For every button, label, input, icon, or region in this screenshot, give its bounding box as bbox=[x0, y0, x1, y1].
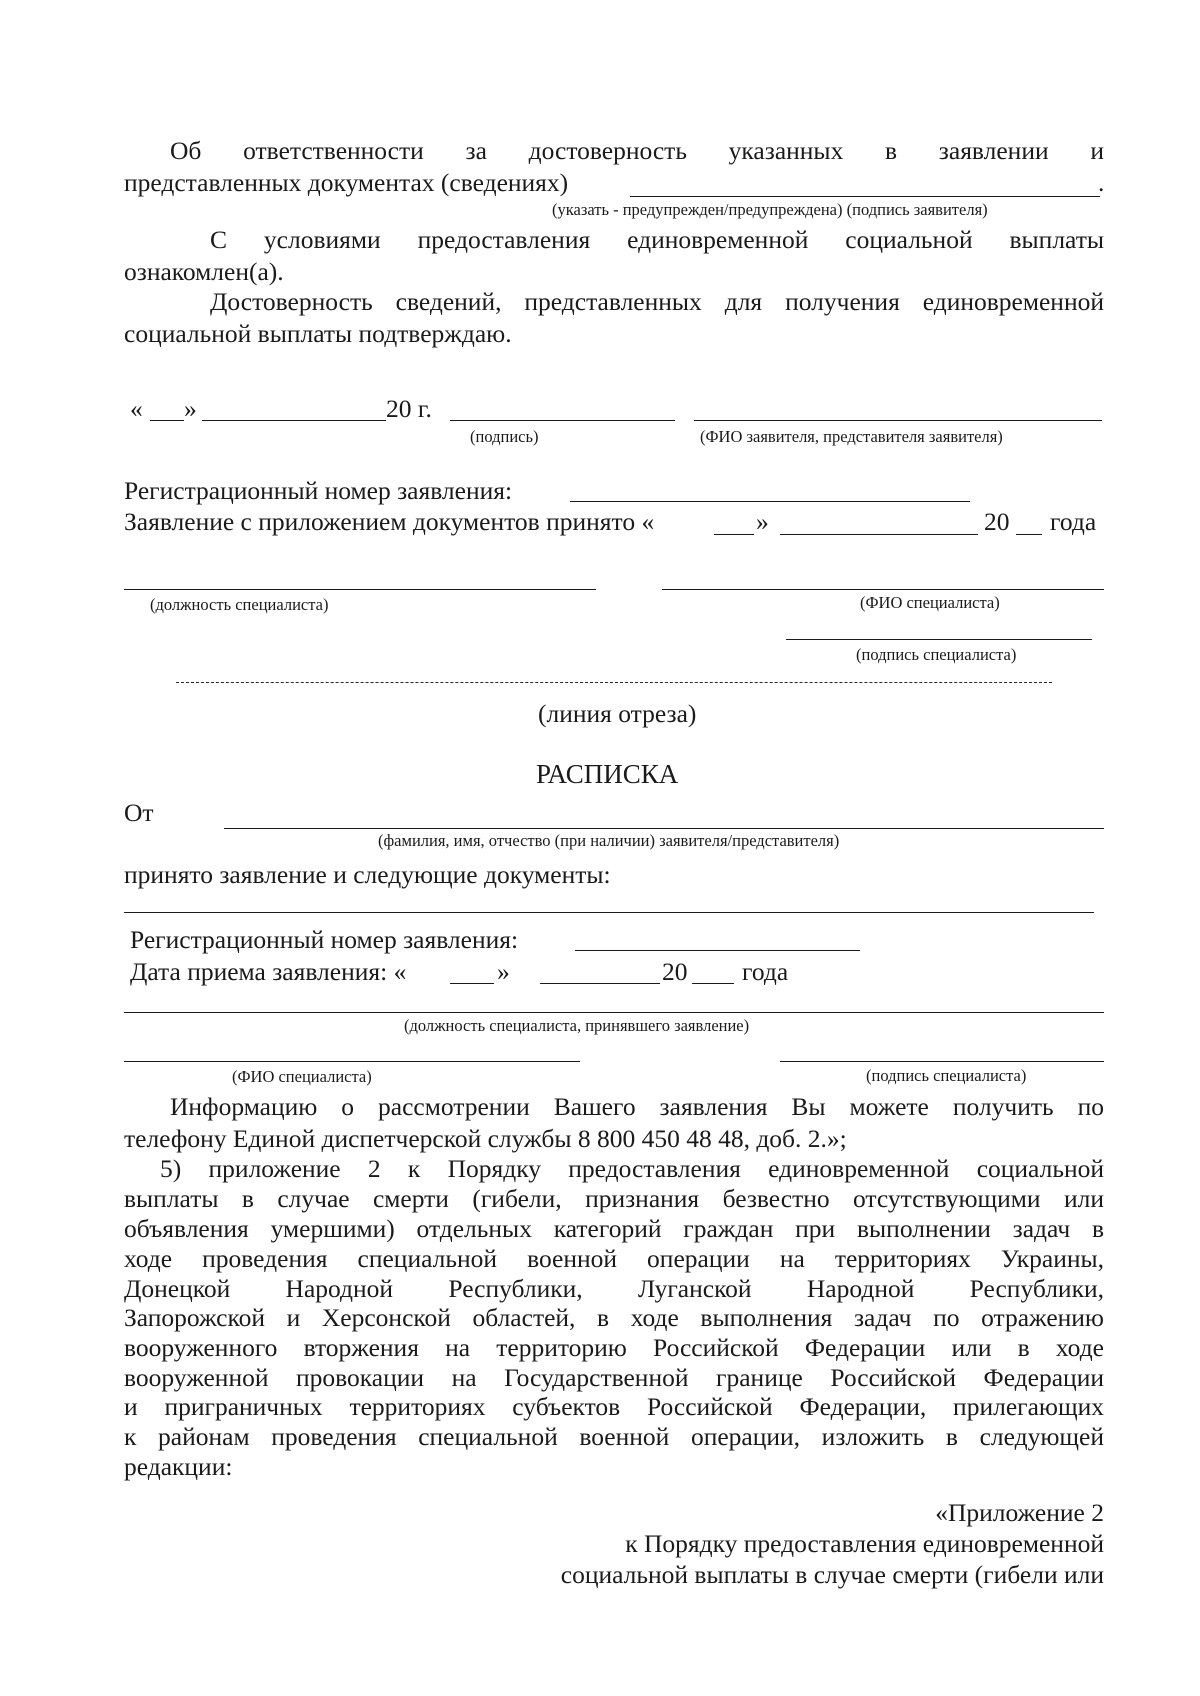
specialist-fio-line[interactable] bbox=[662, 589, 1104, 590]
appendix-header-line-1: «Приложение 2 bbox=[935, 1498, 1104, 1527]
receipt-fio-line[interactable] bbox=[124, 1061, 580, 1062]
receipt-signature-caption: (подпись специалиста) bbox=[866, 1066, 1027, 1085]
receipt-position-caption: (должность специалиста, принявшего заявление) bbox=[404, 1016, 750, 1035]
date-month-blank[interactable] bbox=[202, 420, 386, 421]
receipt-date-day-blank[interactable] bbox=[450, 983, 494, 984]
liability-caption: (указать - предупрежден/предупреждена) (подпись заявителя) bbox=[552, 200, 988, 219]
confirm-line-1: Достоверность сведений, представленных для получения единовременной bbox=[210, 287, 1104, 316]
receipt-date-year: 20 bbox=[662, 957, 688, 986]
receipt-reg-number-label: Регистрационный номер заявления: bbox=[130, 925, 519, 954]
signature-caption: (подпись) bbox=[470, 427, 539, 446]
specialist-signature-line[interactable] bbox=[786, 639, 1092, 640]
liability-line-1: Об ответственности за достоверность указанных в заявлении и bbox=[170, 136, 1104, 165]
appendix-header-line-3: социальной выплаты в случае смерти (гибели или bbox=[560, 1560, 1104, 1589]
liability-dot: . bbox=[1098, 168, 1105, 197]
amendment-line-7: вооруженного вторжения на территорию Российской Федерации или в ходе bbox=[124, 1333, 1104, 1362]
appendix-header-line-2: к Порядку предоставления единовременной bbox=[625, 1529, 1104, 1558]
receipt-title: РАСПИСКА bbox=[536, 759, 679, 789]
receipt-position-line[interactable] bbox=[124, 1012, 1104, 1013]
info-line-1: Информацию о рассмотрении Вашего заявления Вы можете получить по bbox=[170, 1092, 1104, 1121]
amendment-line-6: Запорожской и Херсонской областей, в ходе выполнения задач по отражению bbox=[124, 1303, 1104, 1332]
cut-line bbox=[176, 682, 1052, 683]
receipt-documents-label: принято заявление и следующие документы: bbox=[124, 860, 611, 889]
accepted-month-blank[interactable] bbox=[780, 534, 978, 535]
receipt-signature-line[interactable] bbox=[780, 1061, 1104, 1062]
receipt-date-quote-close: » bbox=[497, 957, 510, 986]
accepted-day-blank[interactable] bbox=[714, 534, 754, 535]
info-line-2: телефону Единой диспетчерской службы 8 800 450 48 48, доб. 2.»; bbox=[124, 1124, 847, 1153]
accepted-year: 20 bbox=[984, 507, 1010, 536]
amendment-line-3: объявления умершими) отдельных категорий граждан при выполнении задач в bbox=[124, 1214, 1104, 1243]
specialist-fio-caption: (ФИО специалиста) bbox=[860, 593, 1000, 612]
applicant-fio-line[interactable] bbox=[694, 420, 1102, 421]
receipt-from-label: От bbox=[124, 798, 154, 827]
receipt-fio-caption: (ФИО специалиста) bbox=[232, 1067, 372, 1086]
accepted-label: Заявление с приложением документов принято « bbox=[124, 507, 655, 536]
amendment-line-1: 5) приложение 2 к Порядку предоставления единовременной социальной bbox=[160, 1154, 1104, 1183]
familiar-line-2: ознакомлен(а). bbox=[124, 257, 284, 286]
receipt-from-caption: (фамилия, имя, отчество (при наличии) заявителя/представителя) bbox=[378, 831, 840, 850]
specialist-position-line[interactable] bbox=[124, 589, 596, 590]
date-quote-close: » bbox=[184, 394, 197, 423]
date-year: 20 г. bbox=[386, 394, 432, 423]
date-quote-open: « bbox=[130, 394, 143, 423]
date-day-blank[interactable] bbox=[150, 420, 184, 421]
applicant-fio-caption: (ФИО заявителя, представителя заявителя) bbox=[700, 427, 1003, 446]
specialist-position-caption: (должность специалиста) bbox=[150, 595, 329, 614]
receipt-date-label: Дата приема заявления: « bbox=[130, 957, 407, 986]
receipt-date-year-blank[interactable] bbox=[692, 983, 734, 984]
receipt-date-month-blank[interactable] bbox=[540, 983, 660, 984]
accepted-year-blank[interactable] bbox=[1016, 534, 1042, 535]
confirm-line-2: социальной выплаты подтверждаю. bbox=[124, 319, 512, 348]
receipt-reg-number-line[interactable] bbox=[575, 950, 860, 951]
specialist-signature-caption: (подпись специалиста) bbox=[856, 645, 1017, 664]
liability-signature-line[interactable] bbox=[630, 196, 1100, 197]
applicant-signature-line[interactable] bbox=[450, 420, 675, 421]
amendment-line-8: вооруженной провокации на Государственной границе Российской Федерации bbox=[124, 1363, 1104, 1392]
receipt-from-line[interactable] bbox=[224, 828, 1104, 829]
amendment-line-2: выплаты в случае смерти (гибели, признания безвестно отсутствующими или bbox=[124, 1184, 1104, 1213]
amendment-line-11: редакции: bbox=[124, 1452, 233, 1481]
accepted-quote-close: » bbox=[756, 507, 769, 536]
reg-number-label: Регистрационный номер заявления: bbox=[124, 476, 513, 505]
amendment-line-10: к районам проведения специальной военной операции, изложить в следующей bbox=[124, 1422, 1104, 1451]
liability-line-2: представленных документах (сведениях) bbox=[124, 168, 569, 197]
accepted-suffix: года bbox=[1050, 507, 1097, 536]
cut-line-caption: (линия отреза) bbox=[538, 699, 697, 728]
reg-number-line[interactable] bbox=[570, 501, 970, 502]
amendment-line-5: Донецкой Народной Республики, Луганской Народной Республики, bbox=[124, 1274, 1104, 1303]
receipt-date-suffix: года bbox=[742, 957, 789, 986]
familiar-line-1: С условиями предоставления единовременной социальной выплаты bbox=[210, 225, 1104, 254]
amendment-line-4: ходе проведения специальной военной операции на территориях Украины, bbox=[124, 1244, 1104, 1273]
receipt-documents-line[interactable] bbox=[124, 912, 1094, 913]
amendment-line-9: и приграничных территориях субъектов Российской Федерации, прилегающих bbox=[124, 1392, 1104, 1421]
